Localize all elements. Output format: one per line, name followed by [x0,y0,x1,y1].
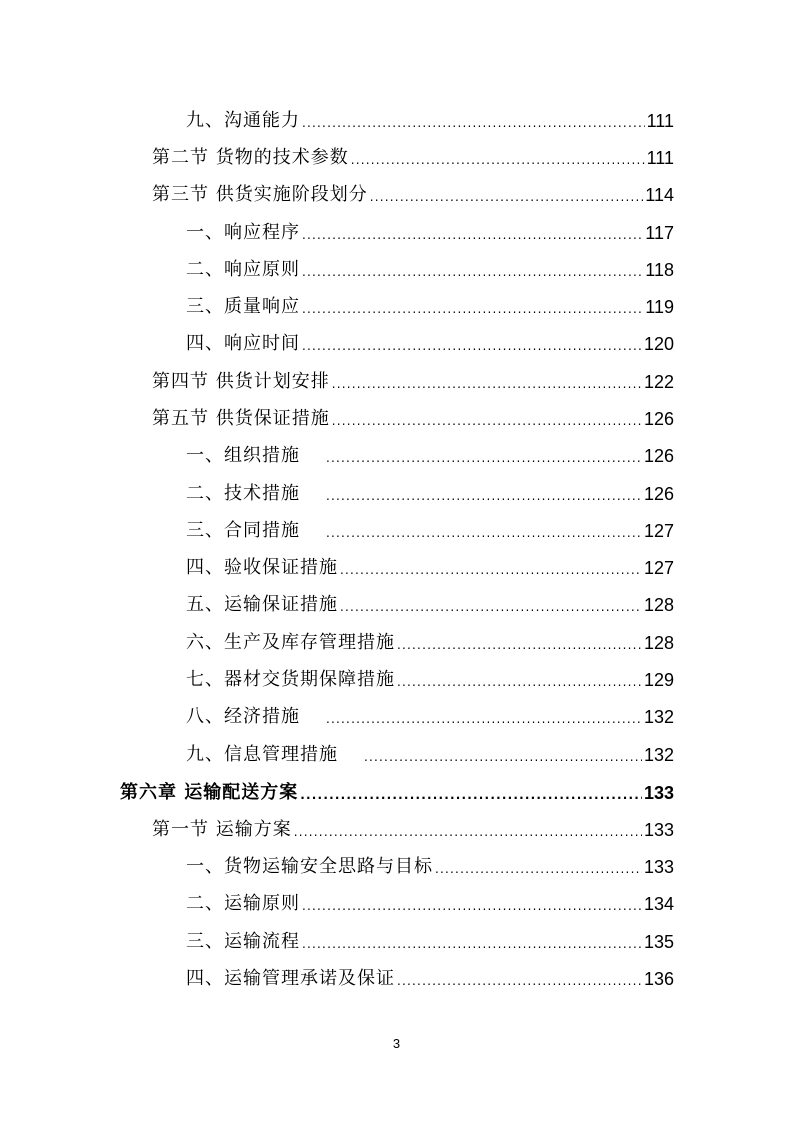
toc-entry-page: 133 [643,820,674,840]
toc-entry-title: 第四节 供货计划安排 [152,371,330,392]
toc-entry-title: 第三节 供货实施阶段划分 [152,184,368,205]
toc-entry[interactable] [152,143,674,169]
toc-entry[interactable] [186,852,674,878]
toc-entry[interactable] [186,441,674,467]
toc-entry-page: 122 [643,372,674,392]
toc-dot-leader [326,445,642,467]
toc-entry-title: 四、验收保证措施 [186,557,338,578]
toc-entry-page: 127 [643,521,674,541]
toc-dot-leader [340,594,642,616]
toc-entry-title: 第一节 运输方案 [152,819,292,840]
toc-entry[interactable] [186,106,674,132]
toc-entry-page: 135 [643,932,674,952]
toc-entry-page: 133 [643,783,674,803]
toc-entry-title: 四、运输管理承诺及保证 [186,968,395,989]
toc-entry-page: 134 [643,894,674,914]
toc-entry[interactable] [186,218,674,244]
toc-entry-page: 128 [643,595,674,615]
toc-entry-page: 126 [643,446,674,466]
toc-dot-leader [364,744,642,766]
toc-entry-title: 三、运输流程 [186,931,300,952]
toc-dot-leader [332,371,642,393]
toc-dot-leader [302,931,642,953]
toc-entry[interactable] [152,180,674,206]
toc-entry-page: 128 [643,633,674,653]
toc-entry[interactable] [186,255,674,281]
toc-entry-title: 五、运输保证措施 [186,594,338,615]
toc-entry-page: 132 [643,707,674,727]
toc-entry[interactable] [152,815,674,841]
toc-entry[interactable] [186,590,674,616]
toc-entry-title: 九、信息管理措施 [186,744,338,765]
toc-entry[interactable] [186,292,674,318]
toc-entry-title: 第二节 货物的技术参数 [152,147,349,168]
toc-dot-leader [326,520,642,542]
toc-entry[interactable] [186,740,674,766]
toc-entry-page: 119 [645,297,674,317]
toc-entry[interactable] [186,628,674,654]
toc-entry-title: 三、质量响应 [186,296,300,317]
toc-dot-leader [302,259,643,281]
toc-entry-page: 126 [643,409,674,429]
toc-dot-leader [351,147,645,169]
toc-dot-leader [397,632,642,654]
toc-entry-title: 六、生产及库存管理措施 [186,632,395,653]
toc-entry-title: 一、货物运输安全思路与目标 [186,856,433,877]
toc-entry-page: 129 [643,670,674,690]
toc-entry[interactable] [186,665,674,691]
toc-entry-title: 二、运输原则 [186,893,300,914]
toc-entry-page: 133 [643,857,674,877]
toc-entry-title: 七、器材交货期保障措施 [186,669,395,690]
toc-entry[interactable] [186,516,674,542]
toc-entry[interactable] [186,329,674,355]
toc-dot-leader [326,706,642,728]
toc-dot-leader [294,819,642,841]
toc-entry[interactable] [186,927,674,953]
toc-entry[interactable] [186,889,674,915]
toc-entry-page: 117 [645,223,674,243]
toc-entry-title: 一、组织措施 [186,445,300,466]
toc-entry-page: 114 [645,185,674,205]
toc-entry[interactable] [186,553,674,579]
toc-dot-leader [340,557,642,579]
toc-entry-title: 八、经济措施 [186,706,300,727]
toc-entry-page: 120 [643,334,674,354]
toc-entry-title: 三、合同措施 [186,520,300,541]
toc-entry[interactable] [186,702,674,728]
toc-dot-leader [302,333,642,355]
toc-dot-leader [397,669,642,691]
toc-entry-page: 132 [643,745,674,765]
toc-entry-page: 136 [643,969,674,989]
toc-dot-leader [326,483,642,505]
toc-entry[interactable] [186,479,674,505]
toc-dot-leader [397,968,642,990]
toc-entry[interactable] [186,964,674,990]
toc-dot-leader [302,893,642,915]
toc-dot-leader [302,110,645,132]
toc-dot-leader [332,408,642,430]
page-number: 3 [392,1036,401,1051]
toc-dot-leader [435,856,642,878]
toc-entry[interactable] [152,404,674,430]
toc-entry-page: 118 [645,260,674,280]
toc-entry-title: 一、响应程序 [186,222,300,243]
toc-entry-title: 四、响应时间 [186,333,300,354]
toc-entry-title: 第六章 运输配送方案 [120,782,299,803]
toc-dot-leader [302,222,643,244]
toc-entry[interactable] [152,367,674,393]
toc-dot-leader [302,296,643,318]
toc-entry-page: 111 [646,111,674,131]
toc-entry-title: 二、技术措施 [186,483,300,504]
toc-entry-chapter[interactable] [120,778,674,804]
toc-entry-page: 111 [646,148,674,168]
toc-dot-leader [300,782,642,804]
toc-dot-leader [370,184,644,206]
toc-entry-title: 二、响应原则 [186,259,300,280]
toc-entry-page: 126 [643,484,674,504]
toc-entry-title: 第五节 供货保证措施 [152,408,330,429]
toc-entry-page: 127 [643,558,674,578]
toc-entry-title: 九、沟通能力 [186,110,300,131]
